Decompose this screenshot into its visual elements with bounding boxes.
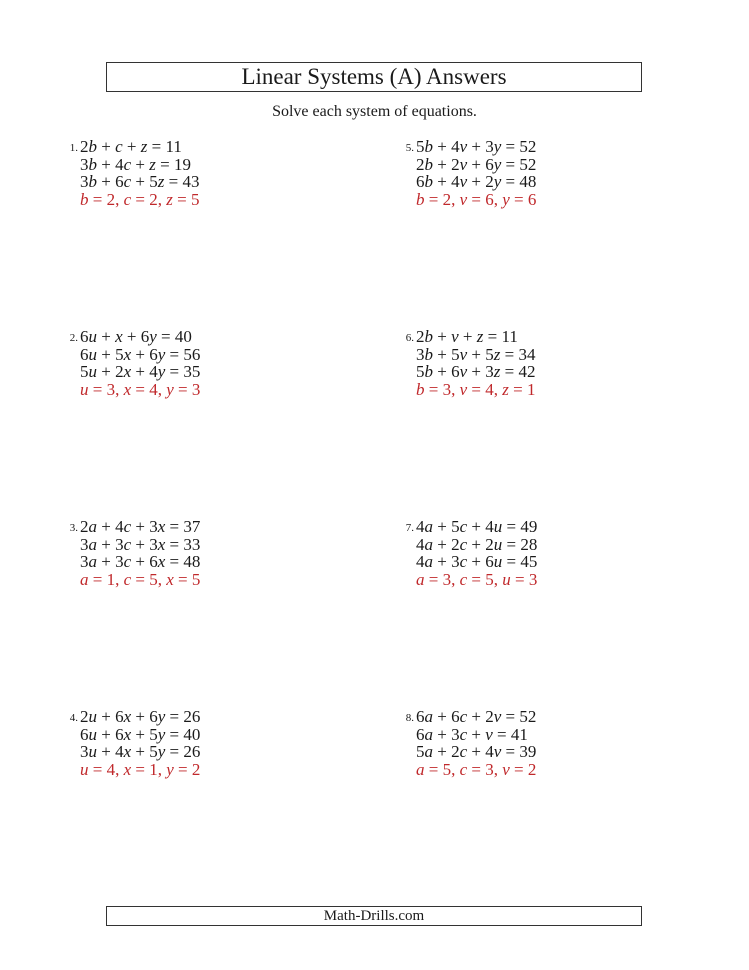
equation-group: [416, 708, 536, 778]
answer: b = 3, v = 4, z = 1: [416, 379, 536, 399]
problem-number: 8.: [405, 712, 414, 724]
equation: 2b + c + z = 11: [80, 137, 182, 156]
answer: b = 2, v = 6, y = 6: [416, 189, 537, 209]
equation: 4a + 3c + 6u = 45: [416, 552, 538, 571]
equation: 2a + 4c + 3x = 37: [80, 517, 201, 536]
footer-box: [106, 906, 642, 926]
equation: 5b + 6v + 3z = 42: [416, 362, 536, 381]
equation: 5u + 2x + 4y = 35: [80, 362, 201, 381]
equation-group: [416, 328, 535, 398]
problem-number: 4.: [69, 712, 78, 724]
answer: u = 3, x = 4, y = 3: [80, 379, 201, 399]
equation-group: [416, 518, 537, 588]
equation: 2b + 2v + 6y = 52: [416, 154, 537, 174]
equation: 2u + 6x + 6y = 26: [80, 707, 201, 726]
equation: 3u + 4x + 5y = 26: [80, 742, 201, 761]
problem-number: 7.: [405, 522, 414, 534]
equation: 5a + 2c + 4v = 39: [416, 742, 537, 761]
equation: 6u + x + 6y = 40: [80, 327, 192, 346]
equation: 2b + v + z = 11: [416, 327, 518, 346]
equation: 6u + 6x + 5y = 40: [80, 724, 201, 744]
equation: 6a + 3c + v = 41: [416, 724, 528, 744]
answer: a = 5, c = 3, v = 2: [416, 759, 537, 779]
equation-group: [80, 138, 199, 208]
answer: a = 3, c = 5, u = 3: [416, 569, 538, 589]
equation: 3b + 5v + 5z = 34: [416, 344, 536, 364]
equation: 3a + 3c + 3x = 33: [80, 534, 201, 554]
equation: 6b + 4v + 2y = 48: [416, 172, 537, 191]
answer: b = 2, c = 2, z = 5: [80, 189, 200, 209]
equation-group: [80, 518, 200, 588]
instructions: Solve each system of equations.: [272, 103, 477, 120]
equation-group: [80, 328, 200, 398]
problem-number: 5.: [405, 142, 414, 154]
equation-group: [416, 138, 536, 208]
footer-site: Math-Drills.com: [323, 908, 425, 924]
equation: 6u + 5x + 6y = 56: [80, 344, 201, 364]
equation: 3a + 3c + 6x = 48: [80, 552, 201, 571]
page-title: Linear Systems (A) Answers: [241, 64, 507, 89]
problem-number: 2.: [69, 332, 78, 344]
problem-number: 3.: [69, 522, 78, 534]
equation: 5b + 4v + 3y = 52: [416, 137, 537, 156]
answer: u = 4, x = 1, y = 2: [80, 759, 201, 779]
equation-group: [80, 708, 200, 778]
problem-number: 1.: [69, 142, 78, 154]
equation: 4a + 5c + 4u = 49: [416, 517, 538, 536]
equation: 3b + 6c + 5z = 43: [80, 172, 200, 191]
equation: 6a + 6c + 2v = 52: [416, 707, 537, 726]
page-title-box: [106, 62, 642, 92]
equation: 4a + 2c + 2u = 28: [416, 534, 538, 554]
equation: 3b + 4c + z = 19: [80, 154, 191, 174]
problem-number: 6.: [405, 332, 414, 344]
answer: a = 1, c = 5, x = 5: [80, 569, 201, 589]
